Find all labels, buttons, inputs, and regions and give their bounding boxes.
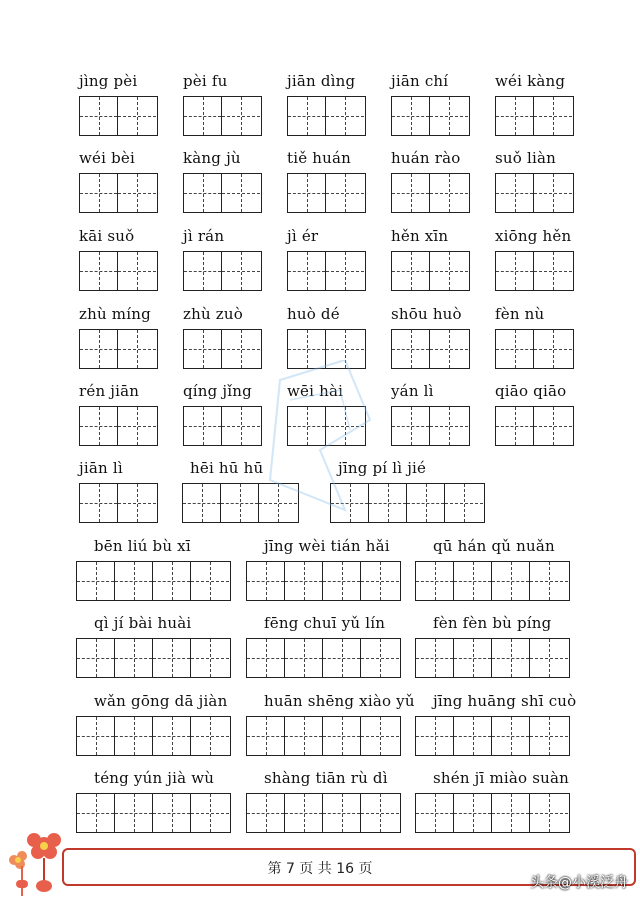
tianzige-cell[interactable] (285, 639, 323, 677)
writing-grid[interactable] (495, 406, 574, 446)
pinyin-label: qū hán qǔ nuǎn (433, 537, 555, 555)
tianzige-cell[interactable] (416, 717, 454, 755)
word-item (79, 382, 157, 448)
writing-grid[interactable] (391, 96, 470, 136)
tianzige-cell[interactable] (153, 717, 191, 755)
pinyin-label: fēng chuī yǔ lín (264, 614, 386, 632)
tianzige-cell[interactable] (191, 717, 229, 755)
tianzige-cell[interactable] (445, 484, 483, 522)
tianzige-cell[interactable] (534, 407, 572, 445)
word-item (287, 227, 365, 293)
tianzige-cell[interactable] (222, 252, 260, 290)
pinyin-label: rén jiān (79, 382, 140, 400)
tianzige-cell[interactable] (534, 330, 572, 368)
tianzige-cell[interactable] (496, 97, 534, 135)
tianzige-cell[interactable] (80, 174, 118, 212)
pinyin-label: jiān dìng (287, 72, 356, 90)
tianzige-cell[interactable] (323, 562, 361, 600)
tianzige-cell[interactable] (326, 174, 364, 212)
tianzige-cell[interactable] (118, 330, 156, 368)
tianzige-cell[interactable] (184, 252, 222, 290)
tianzige-cell[interactable] (492, 794, 530, 832)
word-item (495, 149, 573, 215)
pinyin-label: hēi hū hū (190, 459, 264, 477)
writing-grid[interactable] (183, 251, 262, 291)
pinyin-label: shén jī miào suàn (433, 769, 570, 787)
tianzige-cell[interactable] (530, 717, 568, 755)
word-item (246, 769, 400, 835)
watermark-logo (250, 360, 380, 520)
tianzige-cell[interactable] (115, 794, 153, 832)
writing-grid[interactable] (391, 406, 470, 446)
pinyin-label: fèn nù (495, 305, 545, 323)
tianzige-cell[interactable] (222, 174, 260, 212)
tianzige-cell[interactable] (80, 252, 118, 290)
tianzige-cell[interactable] (407, 484, 445, 522)
writing-grid[interactable] (495, 173, 574, 213)
tianzige-cell[interactable] (77, 794, 115, 832)
writing-grid[interactable] (287, 173, 366, 213)
writing-grid[interactable] (79, 329, 158, 369)
tianzige-cell[interactable] (492, 562, 530, 600)
pinyin-label: jì rán (183, 227, 225, 245)
pinyin-label: shōu huò (391, 305, 462, 323)
tianzige-cell[interactable] (115, 717, 153, 755)
pinyin-label: huān shēng xiào yǔ (264, 692, 415, 710)
tianzige-cell[interactable] (285, 794, 323, 832)
writing-grid[interactable] (391, 329, 470, 369)
tianzige-cell[interactable] (288, 174, 326, 212)
pinyin-label: huò dé (287, 305, 340, 323)
tianzige-cell[interactable] (416, 562, 454, 600)
word-item (79, 72, 157, 138)
pinyin-label: téng yún jià wù (94, 769, 215, 787)
tianzige-cell[interactable] (288, 97, 326, 135)
pinyin-label: xiōng hěn (495, 227, 572, 245)
tianzige-cell[interactable] (323, 717, 361, 755)
tianzige-cell[interactable] (361, 562, 399, 600)
tianzige-cell[interactable] (247, 562, 285, 600)
tianzige-cell[interactable] (118, 407, 156, 445)
writing-grid[interactable] (495, 251, 574, 291)
word-item (415, 537, 569, 603)
writing-grid[interactable] (495, 96, 574, 136)
tianzige-cell[interactable] (430, 97, 468, 135)
tianzige-cell[interactable] (530, 562, 568, 600)
writing-grid[interactable] (415, 561, 570, 601)
pinyin-label: qíng jǐng (183, 382, 252, 400)
tianzige-cell[interactable] (184, 407, 222, 445)
tianzige-cell[interactable] (430, 407, 468, 445)
tianzige-cell[interactable] (454, 794, 492, 832)
word-item (391, 72, 469, 138)
flower-decoration-icon (0, 826, 80, 905)
word-item (495, 305, 573, 371)
word-item (391, 382, 469, 448)
tianzige-cell[interactable] (288, 252, 326, 290)
tianzige-cell[interactable] (361, 794, 399, 832)
pinyin-label: jìng pèi (79, 72, 138, 90)
tianzige-cell[interactable] (361, 639, 399, 677)
writing-grid[interactable] (76, 561, 231, 601)
tianzige-cell[interactable] (247, 794, 285, 832)
writing-grid[interactable] (246, 793, 401, 833)
word-item (76, 769, 230, 835)
tianzige-cell[interactable] (285, 562, 323, 600)
writing-grid[interactable] (76, 793, 231, 833)
writing-grid[interactable] (76, 638, 231, 678)
word-item (495, 382, 573, 448)
tianzige-cell[interactable] (496, 330, 534, 368)
writing-grid[interactable] (79, 96, 158, 136)
writing-grid[interactable] (415, 716, 570, 756)
tianzige-cell[interactable] (191, 639, 229, 677)
tianzige-cell[interactable] (80, 97, 118, 135)
pinyin-label: wēi hài (287, 382, 344, 400)
word-item (79, 227, 157, 293)
pinyin-label: fèn fèn bù píng (433, 614, 552, 632)
pinyin-label: huán rào (391, 149, 461, 167)
writing-grid[interactable] (246, 638, 401, 678)
tianzige-cell[interactable] (496, 174, 534, 212)
writing-grid[interactable] (79, 483, 158, 523)
pinyin-label: qiāo qiāo (495, 382, 567, 400)
tianzige-cell[interactable] (153, 562, 191, 600)
word-item (495, 72, 573, 138)
word-item (246, 614, 400, 680)
word-item (246, 692, 415, 758)
tianzige-cell[interactable] (323, 794, 361, 832)
word-item (183, 72, 261, 138)
writing-grid[interactable] (183, 96, 262, 136)
tianzige-cell[interactable] (118, 174, 156, 212)
tianzige-cell[interactable] (153, 639, 191, 677)
tianzige-cell[interactable] (118, 97, 156, 135)
tianzige-cell[interactable] (392, 330, 430, 368)
tianzige-cell[interactable] (530, 794, 568, 832)
writing-grid[interactable] (79, 406, 158, 446)
writing-grid[interactable] (495, 329, 574, 369)
word-item (183, 227, 261, 293)
tianzige-cell[interactable] (80, 407, 118, 445)
tianzige-cell[interactable] (184, 97, 222, 135)
pinyin-label: kāi suǒ (79, 227, 135, 245)
tianzige-cell[interactable] (184, 174, 222, 212)
tianzige-cell[interactable] (416, 794, 454, 832)
watermark-credit: 头条@小溪泛舟 (530, 875, 628, 891)
word-item (415, 692, 577, 758)
word-item (415, 614, 569, 680)
pinyin-label: zhù míng (79, 305, 151, 323)
tianzige-cell[interactable] (416, 639, 454, 677)
tianzige-cell[interactable] (247, 639, 285, 677)
pinyin-label: wéi bèi (79, 149, 135, 167)
pinyin-label: jì ér (287, 227, 319, 245)
word-item (391, 305, 469, 371)
word-item (76, 614, 230, 680)
tianzige-cell[interactable] (80, 484, 118, 522)
pinyin-label: kàng jù (183, 149, 241, 167)
tianzige-cell[interactable] (534, 174, 572, 212)
tianzige-cell[interactable] (430, 252, 468, 290)
pinyin-label: zhù zuò (183, 305, 243, 323)
writing-grid[interactable] (246, 561, 401, 601)
tianzige-cell[interactable] (191, 794, 229, 832)
tianzige-cell[interactable] (285, 717, 323, 755)
pinyin-label: jiān lì (79, 459, 123, 477)
tianzige-cell[interactable] (115, 562, 153, 600)
word-item (76, 537, 230, 603)
word-item (183, 149, 261, 215)
tianzige-cell[interactable] (191, 562, 229, 600)
tianzige-cell[interactable] (492, 717, 530, 755)
writing-grid[interactable] (79, 251, 158, 291)
writing-grid[interactable] (76, 716, 231, 756)
tianzige-cell[interactable] (454, 639, 492, 677)
pinyin-label: tiě huán (287, 149, 351, 167)
writing-grid[interactable] (391, 173, 470, 213)
word-item (391, 227, 469, 293)
word-item (79, 305, 157, 371)
writing-grid[interactable] (391, 251, 470, 291)
tianzige-cell[interactable] (80, 330, 118, 368)
writing-grid[interactable] (183, 173, 262, 213)
tianzige-cell[interactable] (183, 484, 221, 522)
pinyin-label: hěn xīn (391, 227, 449, 245)
writing-grid[interactable] (79, 173, 158, 213)
pinyin-label: yán lì (391, 382, 434, 400)
tianzige-cell[interactable] (115, 639, 153, 677)
tianzige-cell[interactable] (534, 252, 572, 290)
pinyin-label: shàng tiān rù dì (264, 769, 388, 787)
tianzige-cell[interactable] (326, 252, 364, 290)
tianzige-cell[interactable] (392, 252, 430, 290)
tianzige-cell[interactable] (492, 639, 530, 677)
pinyin-label: jiān chí (391, 72, 449, 90)
tianzige-cell[interactable] (496, 252, 534, 290)
word-item (415, 769, 569, 835)
writing-grid[interactable] (415, 793, 570, 833)
tianzige-cell[interactable] (247, 717, 285, 755)
pinyin-label: suǒ liàn (495, 149, 556, 167)
tianzige-cell[interactable] (530, 639, 568, 677)
tianzige-cell[interactable] (392, 407, 430, 445)
pinyin-label: qì jí bài huài (94, 614, 192, 632)
pinyin-label: wǎn gōng dā jiàn (94, 692, 228, 710)
word-item (287, 72, 365, 138)
tianzige-cell[interactable] (496, 407, 534, 445)
word-item (246, 537, 400, 603)
tianzige-cell[interactable] (454, 562, 492, 600)
tianzige-cell[interactable] (392, 174, 430, 212)
tianzige-cell[interactable] (323, 639, 361, 677)
word-item (76, 692, 230, 758)
tianzige-cell[interactable] (430, 330, 468, 368)
pinyin-label: jīng wèi tián hǎi (264, 537, 390, 555)
tianzige-cell[interactable] (77, 562, 115, 600)
tianzige-cell[interactable] (534, 97, 572, 135)
tianzige-cell[interactable] (326, 97, 364, 135)
tianzige-cell[interactable] (184, 330, 222, 368)
tianzige-cell[interactable] (77, 639, 115, 677)
tianzige-cell[interactable] (430, 174, 468, 212)
tianzige-cell[interactable] (77, 717, 115, 755)
word-item (79, 459, 157, 525)
pinyin-label: jīng pí lì jié (338, 459, 427, 477)
word-item (391, 149, 469, 215)
pinyin-label: pèi fu (183, 72, 228, 90)
writing-grid[interactable] (287, 96, 366, 136)
pinyin-label: bēn liú bù xī (94, 537, 191, 555)
word-item (495, 227, 573, 293)
tianzige-cell[interactable] (222, 97, 260, 135)
word-item (79, 149, 157, 215)
tianzige-cell[interactable] (454, 717, 492, 755)
tianzige-cell[interactable] (118, 252, 156, 290)
pinyin-label: jīng huāng shī cuò (433, 692, 577, 710)
pinyin-label: wéi kàng (495, 72, 566, 90)
writing-grid[interactable] (415, 638, 570, 678)
page-number: 第 7 页 共 16 页 (267, 861, 373, 877)
word-item (287, 149, 365, 215)
writing-grid[interactable] (287, 251, 366, 291)
tianzige-cell[interactable] (392, 97, 430, 135)
tianzige-cell[interactable] (153, 794, 191, 832)
tianzige-cell[interactable] (361, 717, 399, 755)
writing-grid[interactable] (246, 716, 401, 756)
tianzige-cell[interactable] (118, 484, 156, 522)
